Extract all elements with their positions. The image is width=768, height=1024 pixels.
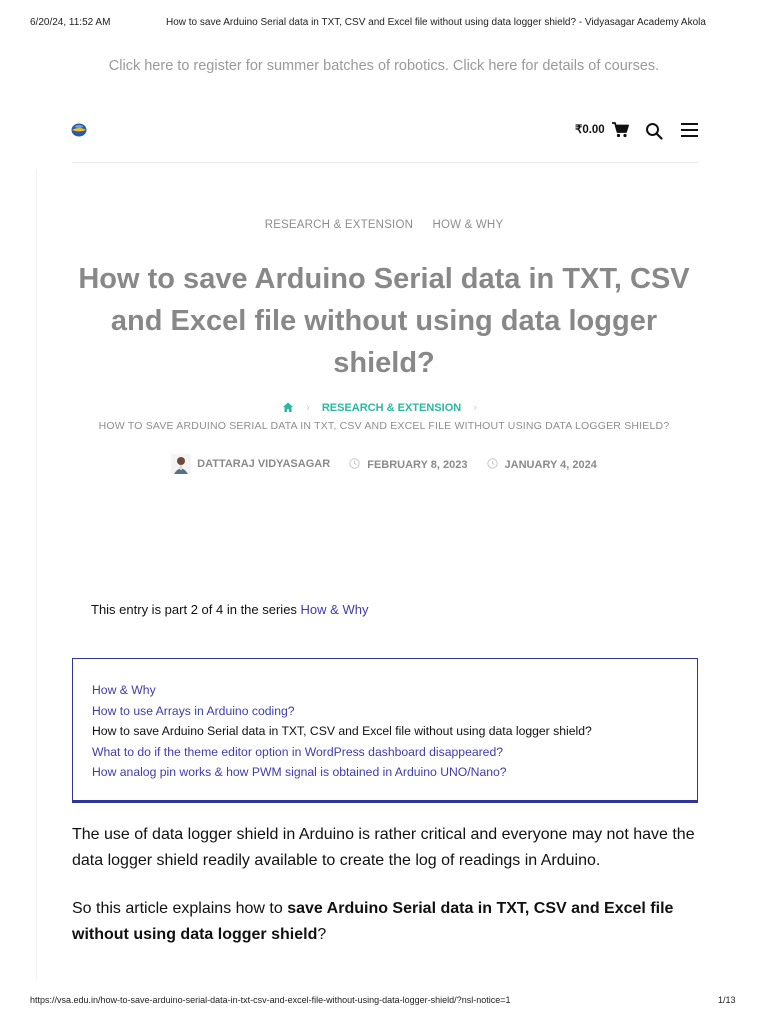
series-item[interactable]: How analog pin works & how PWM signal is obtained in Arduino UNO/Nano?	[92, 765, 507, 779]
series-item[interactable]: What to do if the theme editor option in WordPress dashboard disappeared?	[92, 744, 504, 759]
search-icon[interactable]	[645, 122, 663, 140]
series-box	[72, 658, 698, 803]
chevron-right-icon: ›	[473, 402, 477, 414]
series-item[interactable]: How & Why	[92, 683, 156, 697]
header-divider	[72, 162, 699, 163]
updated-date-text: JANUARY 4, 2024	[504, 458, 597, 471]
left-rule	[36, 170, 37, 980]
notice-bar-link[interactable]: Click here to register for summer batches of robotics. Click here for details of courses.	[108, 58, 660, 74]
cart-total[interactable]: ₹0.00	[575, 124, 605, 136]
author-name[interactable]: DATTARAJ VIDYASAGAR	[197, 457, 331, 470]
series-link[interactable]: How & Why	[300, 602, 369, 617]
body-paragraph: The use of data logger shield in Arduino is rather critical and everyone may not have the data logger shield readily available to create the log of readings in Arduino.	[72, 826, 695, 869]
category-link[interactable]: HOW & WHY	[432, 219, 504, 231]
updated-clock-icon	[487, 458, 498, 469]
published-date-text: FEBRUARY 8, 2023	[367, 458, 468, 471]
post-meta	[0, 454, 768, 474]
series-item[interactable]: How to use Arrays in Arduino coding?	[92, 703, 295, 718]
category-link[interactable]: RESEARCH & EXTENSION	[264, 219, 414, 231]
author-meta[interactable]	[171, 454, 330, 474]
avatar	[171, 454, 191, 474]
series-intro-text: This entry is part 2 of 4 in the series	[91, 602, 301, 617]
breadcrumb	[0, 401, 768, 414]
post-categories	[0, 219, 768, 231]
series-list	[92, 680, 592, 783]
para2-bold: save Arduino Serial data in TXT, CSV and Excel file without using data logger shield	[72, 900, 674, 943]
chevron-right-icon: ›	[306, 402, 310, 414]
menu-icon[interactable]	[680, 122, 699, 138]
post-title: How to save Arduino Serial data in TXT, CSV and Excel file without using data logger shield?	[78, 263, 690, 379]
para2-suffix: ?	[317, 926, 327, 943]
clock-icon	[349, 458, 360, 469]
cart-icon[interactable]	[611, 121, 629, 138]
series-intro	[91, 602, 368, 617]
print-url: https://vsa.edu.in/how-to-save-arduino-serial-data-in-txt-csv-and-excel-file-without-using-data-logger-shield/?nsl-notice=1	[30, 995, 511, 1005]
print-datetime: 6/20/24, 11:52 AM	[30, 17, 111, 28]
published-date	[349, 458, 467, 471]
updated-date	[487, 458, 597, 471]
print-page-number: 1/13	[718, 995, 736, 1005]
home-icon[interactable]	[282, 401, 294, 413]
print-page-title: How to save Arduino Serial data in TXT, CSV and Excel file without using data logger shield? - Vidyasagar Academy Akola	[166, 17, 706, 28]
breadcrumb-current: HOW TO SAVE ARDUINO SERIAL DATA IN TXT, CSV AND EXCEL FILE WITHOUT USING DATA LOGGER SHIELD?	[98, 420, 670, 432]
logo-globe-icon[interactable]	[71, 123, 87, 137]
series-item-current: How to save Arduino Serial data in TXT, CSV and Excel file without using data logger shield?	[92, 724, 592, 738]
body-paragraph	[72, 896, 712, 948]
breadcrumb-category-link[interactable]: RESEARCH & EXTENSION	[321, 402, 462, 414]
para2-prefix: So this article explains how to	[72, 900, 288, 917]
